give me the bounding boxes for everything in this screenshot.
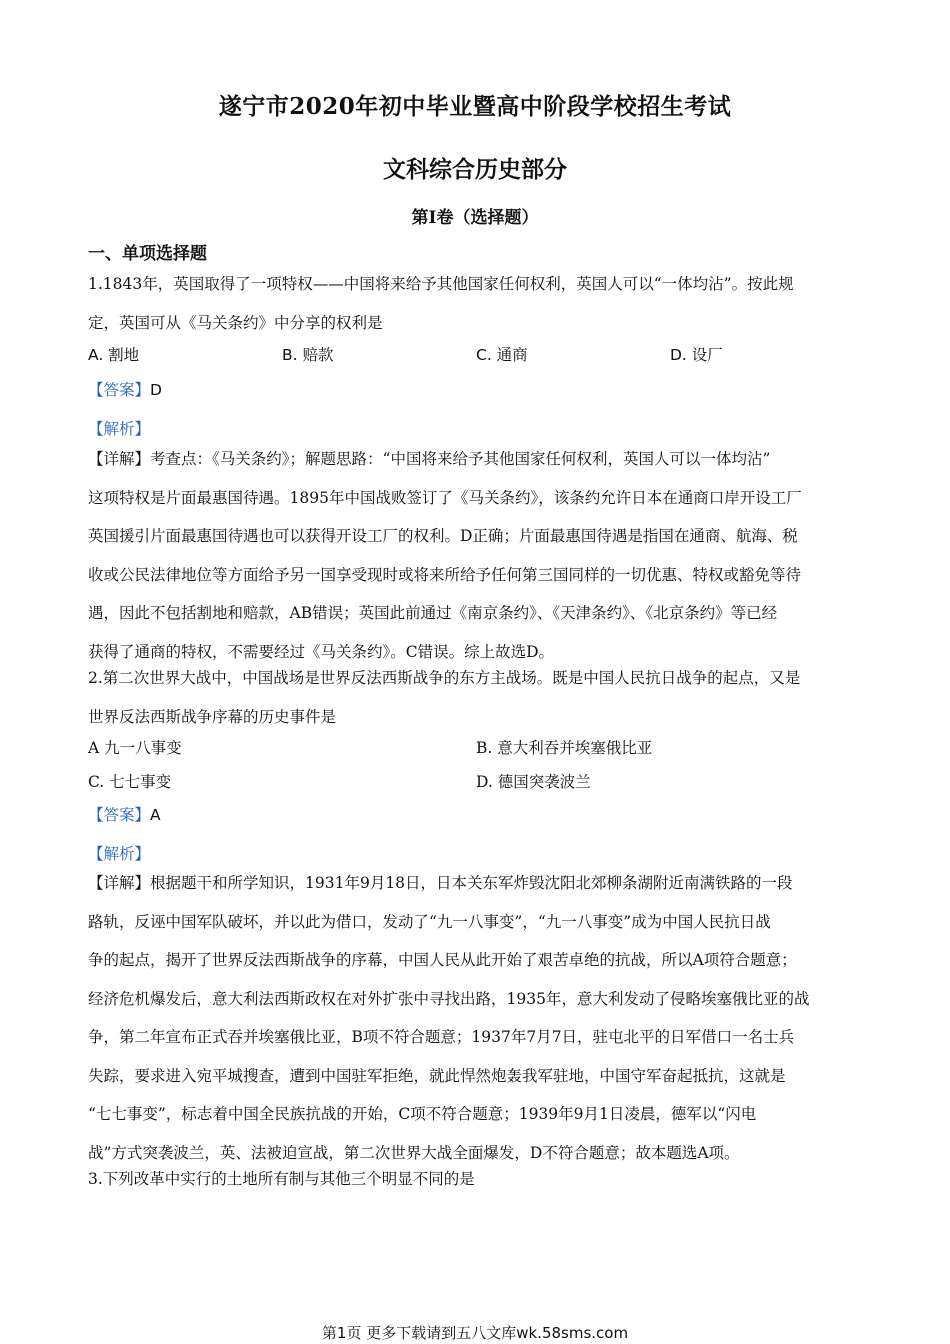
question-2-stem [88,659,864,736]
exam-title: 遂宁市2020年初中毕业暨高中阶段学校招生考试 [218,93,732,120]
question-2-detail [88,864,864,1172]
question-1-option-b: B. 赔款 [282,346,334,364]
question-2-options-row-1 [88,736,864,770]
question-2-option-b: B. 意大利吞并埃塞俄比亚 [476,739,653,757]
page-footer: 第1页 更多下载请到五八文库wk.58sms.com [321,1324,629,1342]
question-1-option-c: C. 通商 [476,346,528,364]
detail-label: 【详解】 [88,450,151,468]
detail-line: 遇，因此不包括割地和赔款，AB错误；英国此前通过《南京条约》、《天津条约》、《北京条约》等已经 [88,604,778,622]
question-1-stem-line: 1.1843年，英国取得了一项特权——中国将来给予其他国家任何权利，英国人可以“一体均沾”。按此规 [88,275,794,293]
question-3-stem-line: 3.下列改革中实行的土地所有制与其他三个明显不同的是 [88,1170,475,1188]
analysis-label: 【解析】 [88,419,151,438]
detail-line: 根据题干和所学知识，1931年9月18日，日本关东军炸毁沈阳北郊柳条湖附近南满铁路的一段 [150,874,793,892]
question-1-stem-line: 定，英国可从《马关条约》中分享的权利是 [88,313,383,332]
answer-label: 【答案】 [88,806,151,824]
answer-label: 【答案】 [88,381,151,399]
question-1-option-d: D. 设厂 [670,346,723,364]
detail-line: 英国援引片面最惠国待遇也可以获得开设工厂的权利。D正确；片面最惠国待遇是指国在通商、航海、税 [88,527,798,545]
question-2-stem-line: 世界反法西斯战争序幕的历史事件是 [88,707,337,726]
detail-line: 这项特权是片面最惠国待遇。1895年中国战败签订了《马关条约》，该条约允许日本在通商口岸开设工厂 [88,488,802,507]
question-1-option-a: A. 割地 [88,346,140,364]
detail-line: 收或公民法律地位等方面给予另一国享受现时或将来所给予任何第三国同样的一切优惠、特权或豁免等待 [88,565,802,584]
answer-value: D [150,381,162,399]
question-1-stem [88,265,864,342]
volume-heading: 第Ⅰ卷（选择题） [411,208,539,228]
exam-subtitle: 文科综合历史部分 [383,156,567,183]
detail-line: 路轨，反诬中国军队破坏，并以此为借口，发动了“九一八事变”，“九一八事变”成为中国人民抗日战 [88,912,771,931]
question-1-answer [88,371,864,448]
question-2-option-a: A 九一八事变 [88,739,182,757]
detail-line: 失踪，要求进入宛平城搜查，遭到中国驻军拒绝，就此悍然炮轰我军驻地，中国守军奋起抵抗，这就是 [88,1066,786,1085]
question-2-option-c: C. 七七事变 [88,773,172,791]
question-1-detail [88,440,864,671]
detail-line: 争的起点，揭开了世界反法西斯战争的序幕，中国人民从此开始了艰苦卓绝的抗战，所以A项符合题意； [88,951,797,969]
detail-label: 【详解】 [88,874,151,892]
question-2-stem-line: 2.第二次世界大战中，中国战场是世界反法西斯战争的东方主战场。既是中国人民抗日战争的起点，又是 [88,669,801,687]
question-3-stem [88,1160,864,1199]
detail-line: “七七事变”，标志着中国全民族抗战的开始，C项不符合题意；1939年9月1日凌晨，德军以“闪电 [88,1105,757,1123]
detail-line: 战”方式突袭波兰，英、法被迫宣战，第二次世界大战全面爆发，D不符合题意；故本题选A项。 [88,1143,740,1162]
detail-line: 考查点：《马关条约》；解题思路：“中国将来给予其他国家任何权利，英国人可以一体均沾” [150,450,771,468]
answer-value: A [150,806,161,824]
detail-line: 经济危机爆发后，意大利法西斯政权在对外扩张中寻找出路，1935年，意大利发动了侵略埃塞俄比亚的战 [88,989,810,1008]
detail-line: 争，第二年宣布正式吞并埃塞俄比亚，B项不符合题意；1937年7月7日，驻屯北平的日军借口一名士兵 [88,1028,795,1046]
section-heading: 一、单项选择题 [88,244,207,264]
detail-line: 获得了通商的特权，不需要经过《马关条约》。C错误。综上故选D。 [88,642,555,661]
question-2-option-d: D. 德国突袭波兰 [476,773,591,791]
question-2-answer [88,796,864,873]
analysis-label: 【解析】 [88,844,151,863]
